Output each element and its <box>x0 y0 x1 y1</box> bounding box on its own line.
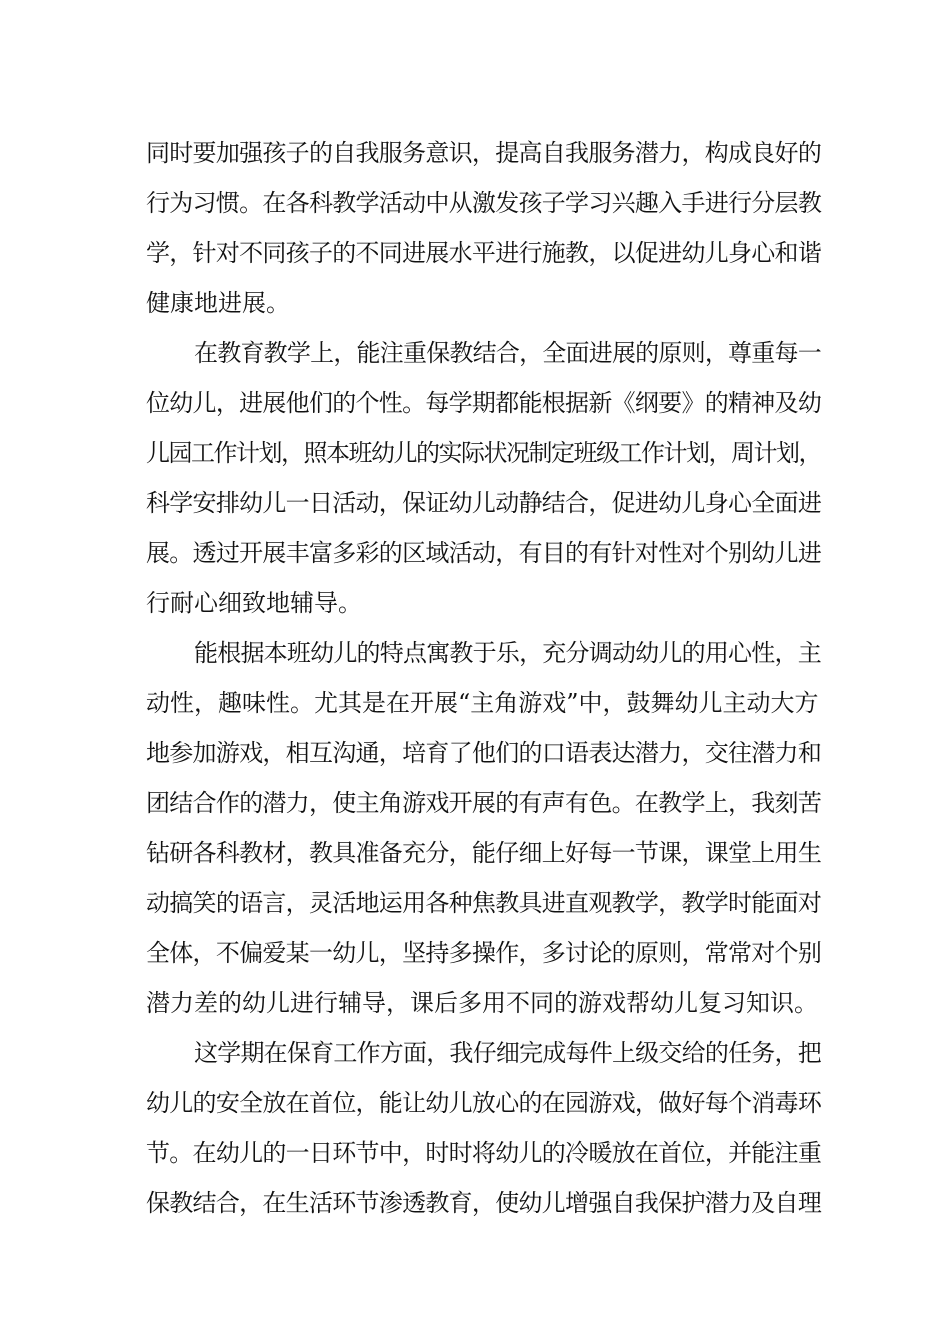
text-line: 动搞笑的语言，灵活地运用各种焦教具进直观教学，教学时能面对 <box>146 889 822 917</box>
text-line: 潜力差的幼儿进行辅导，课后多用不同的游戏帮幼儿复习知识。 <box>146 989 818 1017</box>
text-line: 地参加游戏，相互沟通，培育了他们的口语表达潜力，交往潜力和 <box>146 739 822 767</box>
text-line: 团结合作的潜力，使主角游戏开展的有声有色。在教学上，我刻苦 <box>146 789 822 817</box>
body-text <box>146 128 821 1228</box>
paragraph-first-line: 能根据本班幼儿的特点寓教于乐，充分调动幼儿的用心性，主 <box>194 639 821 667</box>
text-line: 钻研各科教材，教具准备充分，能仔细上好每一节课，课堂上用生 <box>146 839 822 867</box>
text-line: 位幼儿，进展他们的个性。每学期都能根据新《纲要》的精神及幼 <box>146 389 822 417</box>
text-line: 展。透过开展丰富多彩的区域活动，有目的有针对性对个别幼儿进 <box>146 539 822 567</box>
text-line: 儿园工作计划，照本班幼儿的实际状况制定班级工作计划，周计划， <box>146 439 821 467</box>
text-line: 健康地进展。 <box>146 289 290 317</box>
text-line: 行耐心细致地辅导。 <box>146 589 362 617</box>
text-line: 行为习惯。在各科教学活动中从激发孩子学习兴趣入手进行分层教 <box>146 189 822 217</box>
text-line: 节。在幼儿的一日环节中，时时将幼儿的冷暖放在首位，并能注重 <box>146 1139 822 1167</box>
text-line: 全体，不偏爱某一幼儿，坚持多操作，多讨论的原则，常常对个别 <box>146 939 822 967</box>
text-line: 同时要加强孩子的自我服务意识，提高自我服务潜力，构成良好的 <box>146 139 822 167</box>
text-line: 科学安排幼儿一日活动，保证幼儿动静结合，促进幼儿身心全面进 <box>146 489 822 517</box>
text-line: 幼儿的安全放在首位，能让幼儿放心的在园游戏，做好每个消毒环 <box>146 1089 822 1117</box>
text-line: 保教结合，在生活环节渗透教育，使幼儿增强自我保护潜力及自理 <box>146 1189 822 1217</box>
paragraph-first-line: 这学期在保育工作方面，我仔细完成每件上级交给的任务，把 <box>194 1039 821 1067</box>
paragraph-first-line: 在教育教学上，能注重保教结合，全面进展的原则，尊重每一 <box>194 339 821 367</box>
text-line: 学，针对不同孩子的不同进展水平进行施教，以促进幼儿身心和谐 <box>146 239 822 267</box>
text-line: 动性，趣味性。尤其是在开展“主角游戏”中，鼓舞幼儿主动大方 <box>146 689 819 717</box>
